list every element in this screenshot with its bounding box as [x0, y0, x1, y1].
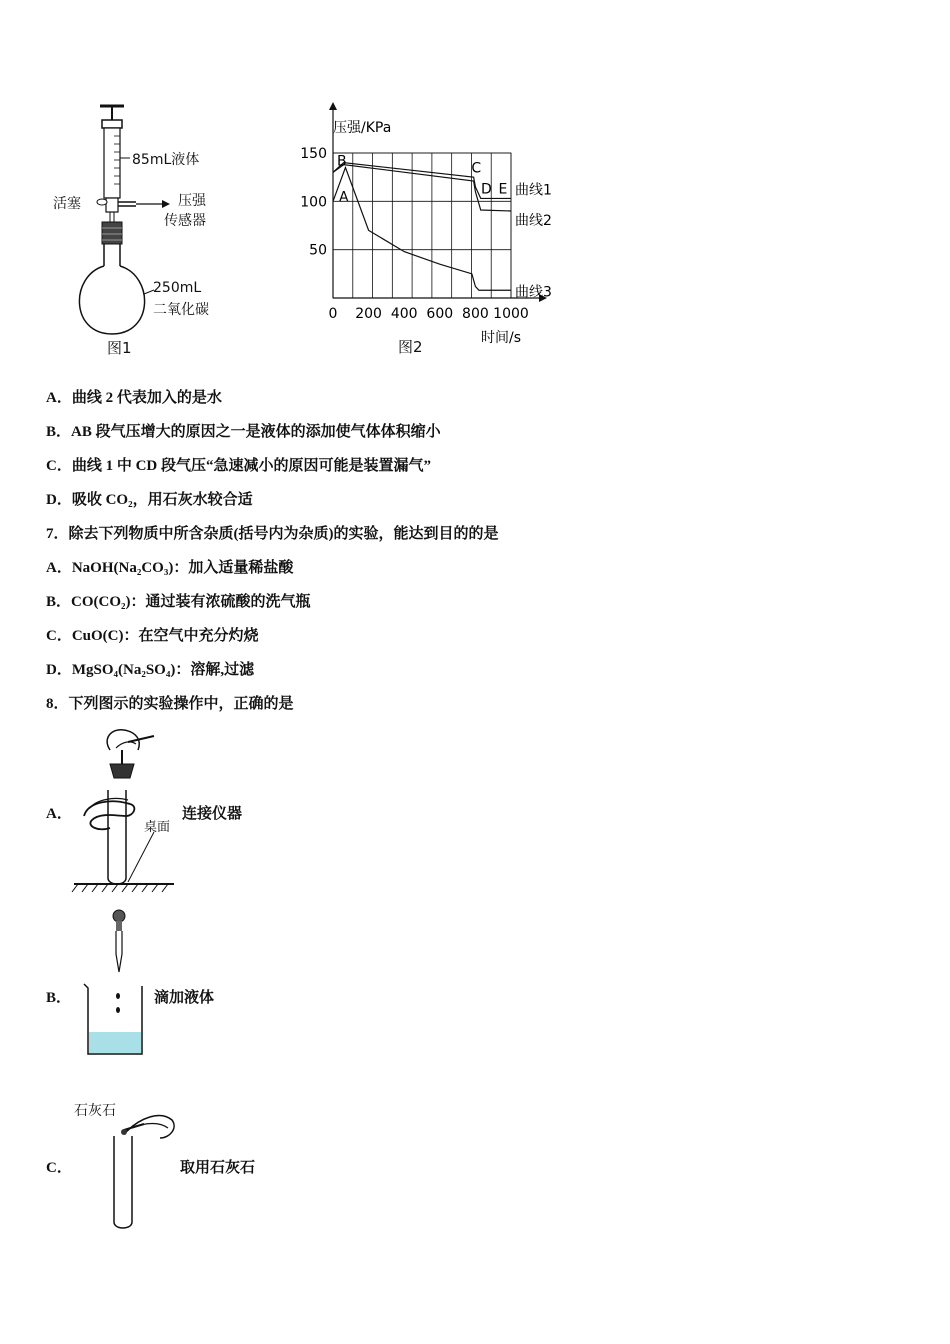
point-label-e: E [498, 181, 508, 198]
q6-option-c: C．曲线 1 中 CD 段气压“急速减小的原因可能是装置漏气” [46, 458, 431, 474]
x-tick-label: 1000 [493, 306, 529, 322]
dropper-beaker-illustration [78, 906, 150, 1060]
q7-option-b: B．CO(CO₂)：通过装有浓硫酸的洗气瓶 [46, 594, 311, 610]
limestone-illustration [70, 1098, 180, 1232]
q8-option-a-caption: 连接仪器 [182, 806, 243, 822]
limestone-label: 石灰石 [74, 1103, 116, 1119]
q6-option-a: A．曲线 2 代表加入的是水 [46, 390, 222, 406]
figure-1-caption: 图1 [107, 339, 132, 357]
q7-option-c: C．CuO(C)：在空气中充分灼烧 [46, 628, 259, 644]
connect-apparatus-illustration [70, 720, 180, 896]
q8-option-a-letter: A． [46, 806, 72, 822]
x-tick-label: 600 [426, 306, 454, 322]
q7-option-d: D．MgSO₄(Na₂SO₄)：溶解,过滤 [46, 662, 255, 678]
y-axis-label: 压强/KPa [333, 120, 392, 136]
y-tick-label: 100 [300, 194, 327, 211]
flask-label-1: 250mL [153, 280, 202, 296]
q8-option-b-caption: 滴加液体 [154, 990, 215, 1006]
series-label: 曲线1 [515, 182, 552, 199]
x-axis-label: 时间/s [481, 330, 522, 346]
figure-1 [40, 98, 260, 358]
valve-label: 活塞 [53, 196, 81, 212]
x-tick-label: 200 [355, 306, 382, 322]
y-tick-label: 150 [300, 146, 327, 162]
x-tick-label: 0 [328, 306, 338, 322]
x-tick-label: 400 [390, 306, 418, 322]
y-tick-label: 50 [309, 242, 327, 259]
pressure-chart [295, 98, 575, 360]
sensor-label-2: 传感器 [164, 213, 206, 229]
series-label: 曲线2 [515, 213, 552, 229]
point-label-d: D [480, 181, 492, 198]
desk-label: 桌面 [144, 820, 171, 835]
q6-option-d: D．吸收 CO₂，用石灰水较合适 [46, 492, 253, 508]
q7-stem: 7．除去下列物质中所含杂质(括号内为杂质)的实验，能达到目的的是 [46, 526, 499, 542]
x-tick-label: 800 [462, 306, 489, 322]
q7-option-a: A．NaOH(Na₂CO₃)：加入适量稀盐酸 [46, 560, 294, 576]
sensor-label-1: 压强 [178, 193, 206, 209]
q8-option-c-caption: 取用石灰石 [180, 1160, 256, 1176]
volume-label: 85mL液体 [132, 152, 200, 168]
q8-option-c-letter: C． [46, 1160, 72, 1176]
figure-1-drawing [40, 98, 260, 358]
y-axis-arrow [329, 102, 337, 110]
point-label-c: C [471, 160, 482, 177]
q8-stem: 8．下列图示的实验操作中，正确的是 [46, 696, 294, 712]
figure-2-caption: 图2 [398, 338, 423, 356]
q6-option-b: B．AB 段气压增大的原因之一是液体的添加使气体体积缩小 [46, 424, 441, 440]
figure-2 [295, 98, 575, 360]
series-label: 曲线3 [515, 284, 552, 301]
point-label-a: A [339, 189, 349, 206]
q8-option-b-letter: B． [46, 990, 72, 1006]
flask-label-2: 二氧化碳 [153, 302, 209, 318]
point-label-b: B [337, 153, 347, 170]
